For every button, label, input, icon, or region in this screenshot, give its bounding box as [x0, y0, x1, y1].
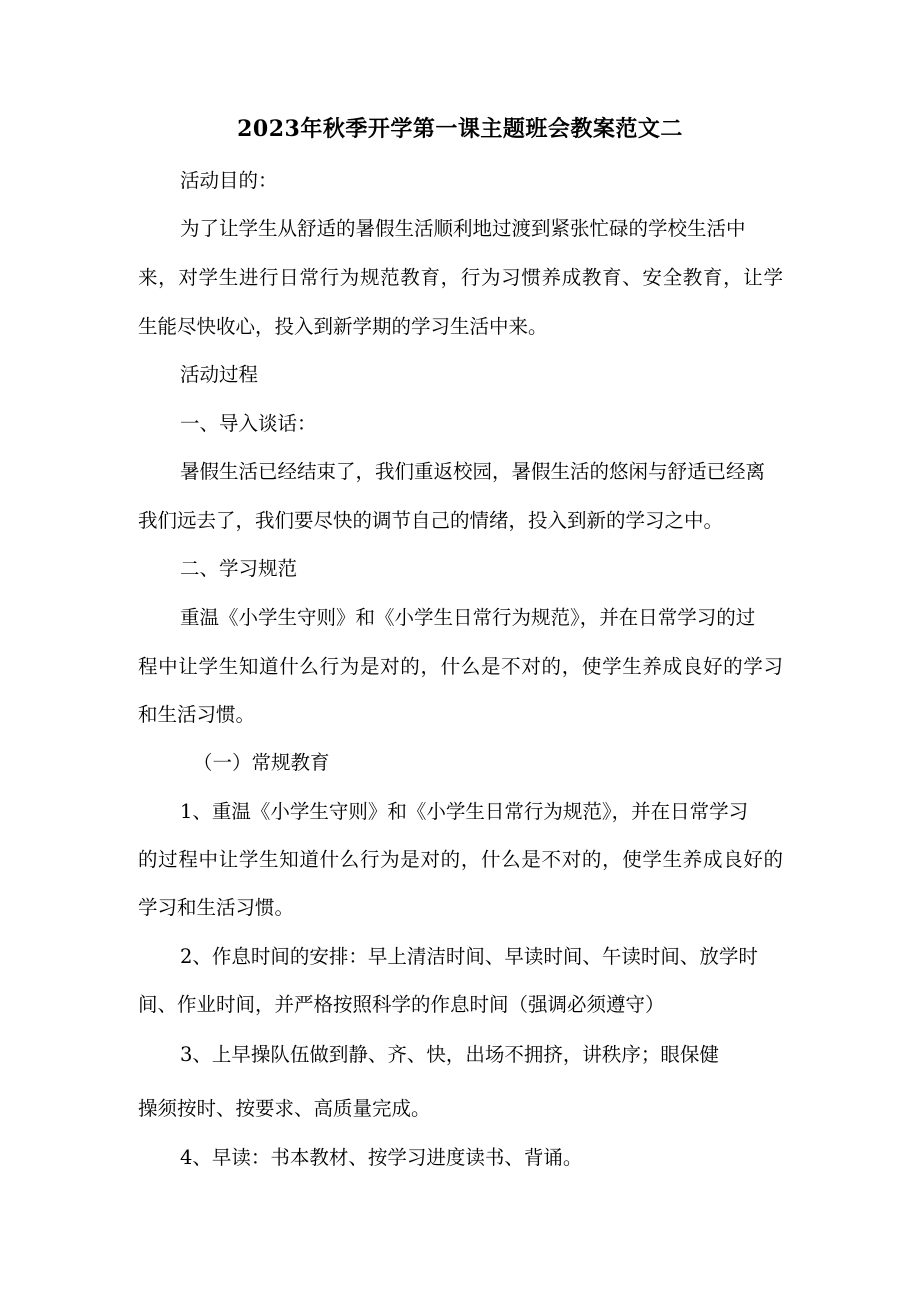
paragraph-line: 生能尽快收心，投入到新学期的学习生活中来。: [138, 315, 548, 338]
list-item-line: 3、上早操队伍做到静、齐、快，出场不拥挤，讲秩序；眼保健: [180, 1043, 719, 1066]
document-title: 2023年秋季开学第一课主题班会教案范文二: [237, 116, 683, 142]
list-item-line: 1、重温《小学生守则》和《小学生日常行为规范》，并在日常学习: [180, 800, 749, 823]
list-item-line: 的过程中让学生知道什么行为是对的，什么是不对的，使学生养成良好的: [138, 848, 783, 871]
heading-activity-process: 活动过程: [180, 363, 259, 386]
paragraph-line: 和生活习惯。: [138, 703, 256, 726]
paragraph-line: 重温《小学生守则》和《小学生日常行为规范》，并在日常学习的过: [180, 606, 756, 629]
paragraph-line: 我们远去了，我们要尽快的调节自己的情绪，投入到新的学习之中。: [138, 509, 724, 532]
paragraph-line: 来，对学生进行日常行为规范教育，行为习惯养成教育、安全教育，让学: [138, 266, 783, 289]
paragraph-line: 暑假生活已经结束了，我们重返校园，暑假生活的悠闲与舒适已经离: [180, 460, 766, 483]
list-item-line: 间、作业时间，并严格按照科学的作息时间（强调必须遵守）: [138, 993, 665, 1016]
paragraph-line: 程中让学生知道什么行为是对的，什么是不对的，使学生养成良好的学习: [138, 655, 783, 678]
list-item-line: 学习和生活习惯。: [138, 896, 295, 919]
paragraph-line: 为了让学生从舒适的暑假生活顺利地过渡到紧张忙碌的学校生活中: [180, 217, 746, 240]
section-heading-intro: 一、导入谈话：: [180, 412, 317, 435]
heading-activity-purpose: 活动目的：: [180, 169, 278, 192]
subsection-heading-routine: （一）常规教育: [193, 751, 330, 774]
list-item-line: 4、早读：书本教材、按学习进度读书、背诵。: [180, 1146, 583, 1169]
list-item-line: 2、作息时间的安排：早上清洁时间、早读时间、午读时间、放学时: [180, 945, 758, 968]
section-heading-study-norms: 二、学习规范: [180, 557, 298, 580]
list-item-line: 操须按时、按要求、高质量完成。: [138, 1097, 431, 1120]
